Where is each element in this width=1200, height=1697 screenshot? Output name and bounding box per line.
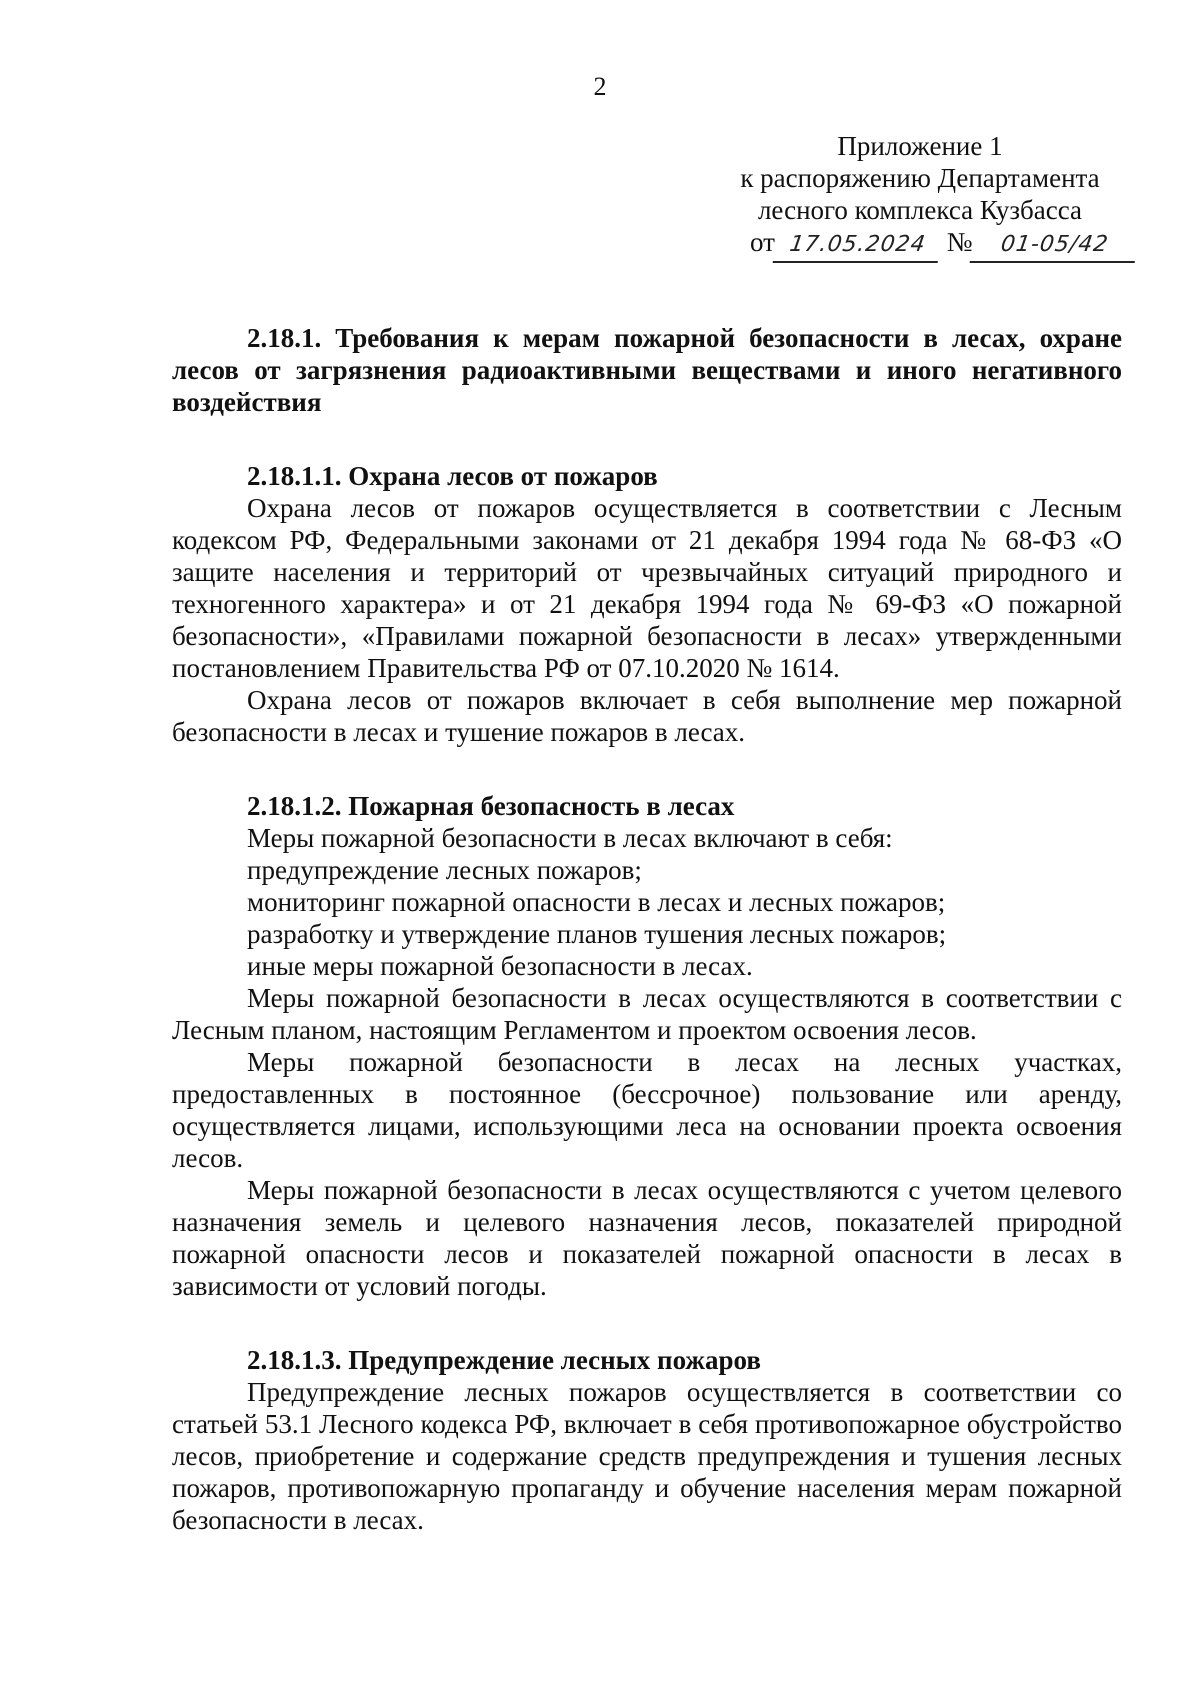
page-number: 2	[593, 72, 607, 101]
section-title: 2.18.1. Требования к мерам пожарной безопасности в лесах, охране лесов от загрязнения радиоактивными веществами и иного негативного воздействия	[172, 323, 1122, 417]
appendix-line-3: лесного комплекса Кузбасса	[757, 195, 1083, 225]
subsection-2-paragraph-1: Меры пожарной безопасности в лесах осуществляются в соответствии с Лесным планом, настоящим Регламентом и проектом освоения лесов.	[172, 983, 1122, 1045]
list-item: разработку и утверждение планов тушения лесных пожаров;	[247, 919, 947, 949]
handwritten-date: 17.05.2024	[773, 229, 943, 263]
subsection-2-paragraph-3: Меры пожарной безопасности в лесах осуществляются с учетом целевого назначения земель и целевого назначения лесов, показателей природной пожарной опасности лесов и показателей пожарной опасности в лесах в зависимости от условий погоды.	[172, 1175, 1122, 1301]
list-item: иные меры пожарной безопасности в лесах.	[247, 951, 753, 981]
appendix-line-2: к распоряжению Департамента	[740, 163, 1100, 193]
document-body	[172, 322, 1122, 1536]
subsection-2-title: 2.18.1.2. Пожарная безопасность в лесах	[247, 791, 735, 821]
appendix-date-number-line	[720, 226, 1120, 263]
subsection-1-title: 2.18.1.1. Охрана лесов от пожаров	[247, 461, 658, 491]
from-label: от	[750, 227, 775, 257]
number-label: №	[946, 227, 973, 257]
subsection-2-intro: Меры пожарной безопасности в лесах включают в себя:	[247, 823, 893, 853]
appendix-title: Приложение 1	[837, 131, 1003, 161]
subsection-3-paragraph-1: Предупреждение лесных пожаров осуществляется в соответствии со статьей 53.1 Лесного кодекса РФ, включает в себя противопожарное обустройство лесов, приобретение и содержание средств предупреждения и тушения лесных пожаров, противопожарную пропаганду и обучение населения мерам пожарной безопасности в лесах.	[172, 1377, 1122, 1535]
list-item: предупреждение лесных пожаров;	[247, 855, 642, 885]
subsection-3-title: 2.18.1.3. Предупреждение лесных пожаров	[247, 1345, 761, 1375]
subsection-1-paragraph-1: Охрана лесов от пожаров осуществляется в соответствии с Лесным кодексом РФ, Федеральными законами от 21 декабря 1994 года № 68-ФЗ «О защите населения и территорий от чрезвычайных ситуаций природного и техногенного характера» и от 21 декабря 1994 года № 69-ФЗ «О пожарной безопасности», «Правилами пожарной безопасности в лесах» утвержденными постановлением Правительства РФ от 07.10.2020 № 1614.	[172, 493, 1122, 683]
subsection-2-paragraph-2: Меры пожарной безопасности в лесах на лесных участках, предоставленных в постоянное (бессрочное) пользование или аренду, осуществляется лицами, использующими леса на основании проекта освоения лесов.	[172, 1047, 1122, 1173]
subsection-1-paragraph-2: Охрана лесов от пожаров включает в себя выполнение мер пожарной безопасности в лесах и тушение пожаров в лесах.	[172, 685, 1122, 747]
list-item: мониторинг пожарной опасности в лесах и лесных пожаров;	[247, 887, 946, 917]
handwritten-number: 01-05/42	[970, 229, 1140, 263]
appendix-header	[720, 130, 1120, 263]
